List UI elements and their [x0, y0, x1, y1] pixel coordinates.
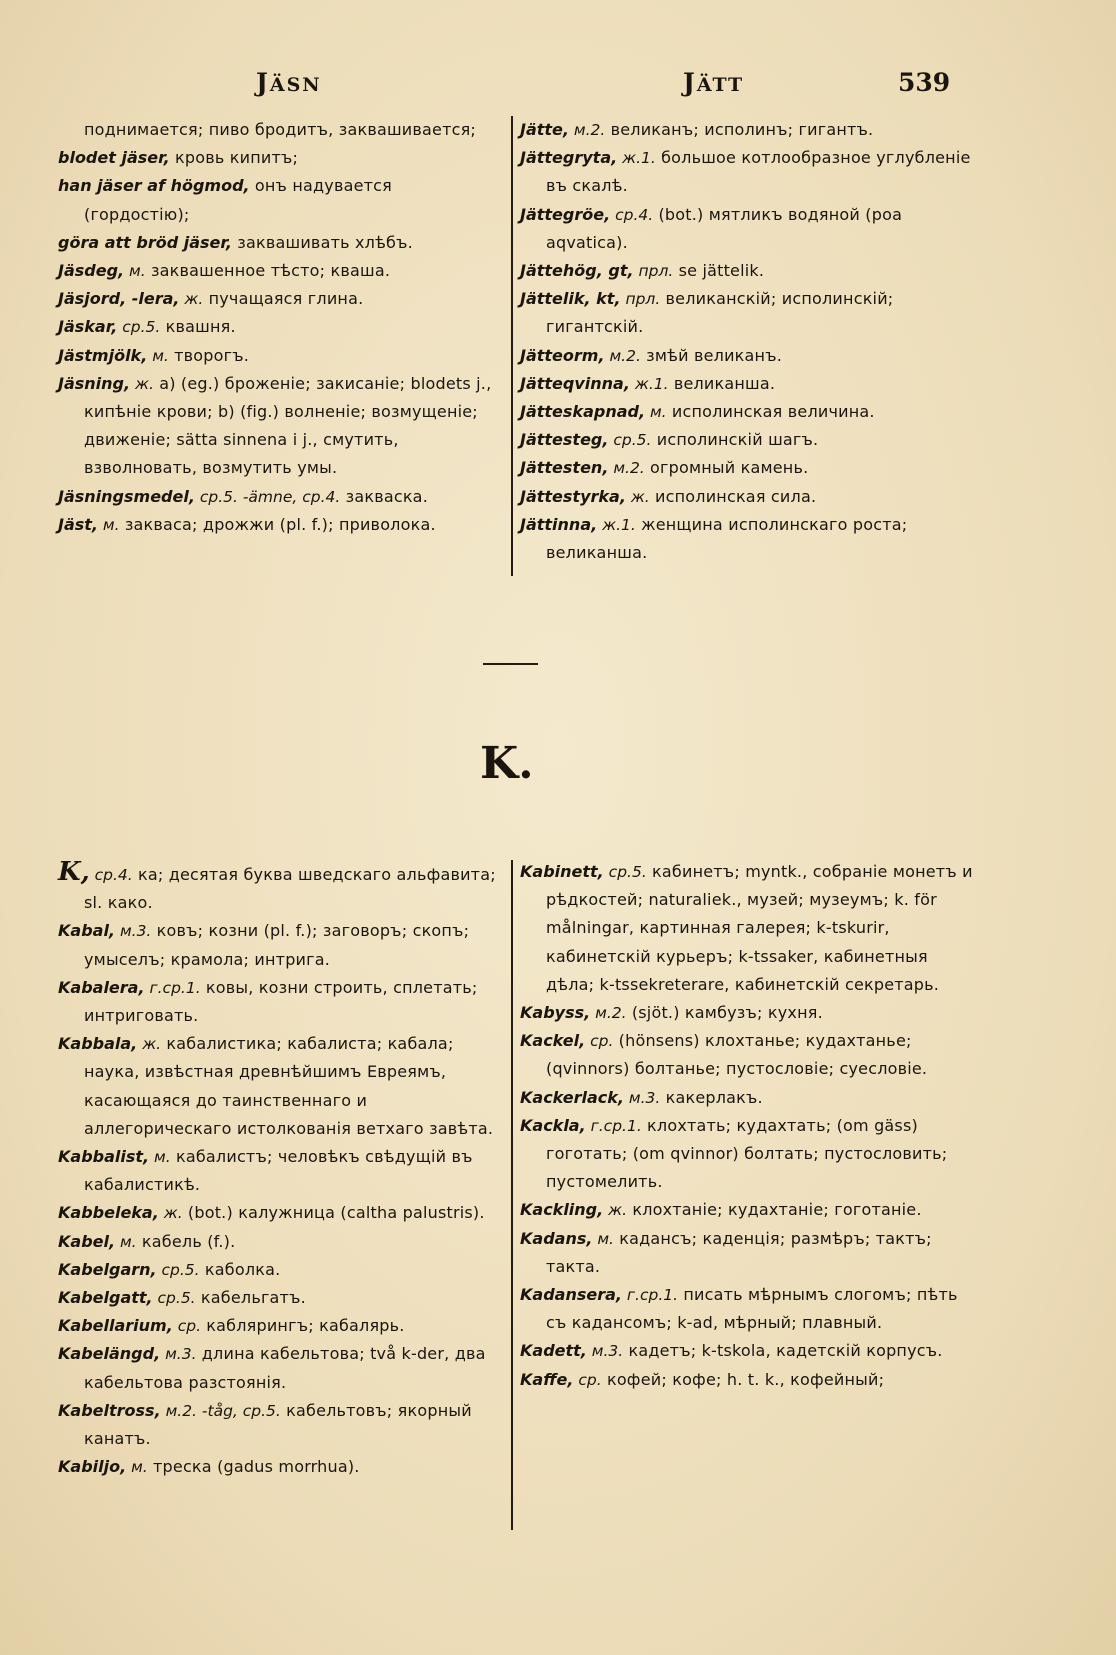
column-top-right: [520, 116, 975, 567]
entry-headword: Jätteorm,: [520, 345, 605, 365]
entry-definition: пучащаяся глина.: [203, 289, 364, 309]
entry-headword: Jättestyrka,: [520, 486, 626, 506]
dictionary-entry: [58, 511, 498, 539]
entry-grammar: ср.5.: [608, 431, 652, 450]
entry-definition: каблярингъ; кабалярь.: [201, 1316, 405, 1336]
dictionary-entry: [520, 483, 975, 511]
dictionary-entry: [58, 1143, 498, 1199]
entry-definition: квашня.: [160, 317, 236, 337]
entry-headword: Kabelgatt,: [58, 1288, 153, 1308]
entry-definition: se jättelik.: [673, 261, 765, 281]
entry-headword: Kadans,: [520, 1228, 593, 1248]
entry-headword: Kackla,: [520, 1115, 586, 1135]
dictionary-entry: [520, 116, 975, 144]
entry-definition: великанъ; исполинъ; гигантъ.: [605, 120, 874, 139]
entry-definition: кабель (f.).: [136, 1231, 236, 1251]
dictionary-entry: [520, 398, 975, 426]
entry-definition: кабельтовъ; якорный канатъ.: [84, 1400, 472, 1449]
entry-headword: Jätteskapnad,: [520, 402, 646, 422]
entry-definition: исполинскій шагъ.: [651, 430, 819, 450]
entry-definition: кабинетъ; myntk., собраніе монетъ и рѣдкостей; naturaliek., музей; музеумъ; k. för målningar, картинная галерея; k-tskurir, кабинетскій курьеръ; k-tssaker, кабинетныя дѣла; k-tssekreterare, кабинетскій секретарь.: [546, 862, 973, 994]
dictionary-entry: [520, 1112, 975, 1197]
dictionary-entry: [520, 285, 975, 341]
entry-definition: заквашенное тѣсто; кваша.: [145, 261, 391, 281]
page-number: 539: [898, 68, 951, 97]
dictionary-entry: [520, 201, 975, 257]
dictionary-entry: [58, 1199, 498, 1227]
entry-definition: (bot.) калужница (caltha palustris).: [182, 1203, 485, 1223]
entry-headword: K,: [58, 857, 90, 887]
entry-grammar: м.: [149, 1148, 171, 1167]
entry-definition: (hönsens) клохтанье; кудахтанье; (qvinnors) болтанье; пустословіе; суесловіе.: [546, 1031, 928, 1079]
entry-headword: Jättegröe,: [520, 204, 611, 224]
entry-grammar: м.: [115, 1232, 137, 1251]
column-top-left: [58, 116, 498, 539]
entry-definition: кадетъ; k-tskola, кадетскій корпусъ.: [623, 1341, 943, 1361]
entry-grammar: ср.5. -ämne, ср.4.: [194, 487, 341, 506]
entry-headword: Kabeltross,: [58, 1400, 161, 1420]
entry-headword: Jättesteg,: [520, 430, 609, 450]
entry-grammar: г.ср.1.: [144, 978, 201, 997]
dictionary-entry: [58, 144, 498, 172]
dictionary-entry: [520, 144, 975, 200]
dictionary-entry: [520, 257, 975, 285]
column-bottom-left: [58, 858, 498, 1481]
entry-grammar: ср.4.: [610, 205, 654, 224]
entry-grammar: ср.5.: [117, 318, 161, 337]
entry-headword: Jättehög, gt,: [520, 261, 634, 281]
dictionary-entry: [520, 370, 975, 398]
entry-grammar: м.2.: [608, 459, 645, 478]
entry-grammar: м.: [126, 1458, 148, 1477]
entry-definition: клохтать; кудахтать; (om gäss) гоготать; (om qvinnor) болтать; пустословить; пустомелить.: [546, 1115, 948, 1192]
entry-grammar: прл.: [633, 262, 674, 281]
dictionary-entry: [58, 1284, 498, 1312]
dictionary-entry: [58, 1256, 498, 1284]
entry-headword: Jäsning,: [58, 373, 131, 393]
entry-definition: ковъ; козни (pl. f.); заговоръ; скопъ; умыселъ; крамола; интрига.: [84, 921, 470, 969]
entry-headword: Kackling,: [520, 1200, 604, 1220]
dictionary-entry: [58, 1228, 498, 1256]
entry-headword: Kabellarium,: [58, 1316, 173, 1336]
entry-grammar: ж.: [625, 487, 650, 506]
entry-headword: han jäser af högmod,: [58, 176, 250, 196]
dictionary-entry: [520, 426, 975, 454]
entry-grammar: м.: [147, 346, 169, 365]
entry-definition: закваска.: [340, 486, 428, 506]
entry-headword: Kabinett,: [520, 862, 604, 881]
dictionary-entry: [520, 1281, 975, 1337]
dictionary-entry: [58, 285, 498, 313]
dictionary-entry: [58, 1312, 498, 1340]
entry-grammar: м.3.: [115, 922, 152, 941]
entry-definition: женщина исполинскаго роста; великанша.: [546, 514, 908, 563]
entry-definition: великанша.: [668, 373, 776, 393]
entry-headword: Kadett,: [520, 1341, 587, 1361]
entry-headword: Jättegryta,: [520, 148, 618, 168]
entry-grammar: ср.5.: [152, 1289, 196, 1308]
entry-headword: Kabiljo,: [58, 1457, 127, 1477]
entry-headword: Kadansera,: [520, 1285, 622, 1305]
entry-grammar: г.ср.1.: [585, 1116, 642, 1135]
dictionary-entry: [58, 1340, 498, 1396]
entry-grammar: ж.: [603, 1201, 628, 1220]
entry-definition: исполинская сила.: [649, 486, 817, 506]
dictionary-entry: [520, 1027, 975, 1083]
entry-grammar: м.2. -tåg, ср.5.: [160, 1401, 281, 1420]
entry-definition: кофей; кофе; h. t. k., кофейный;: [601, 1369, 885, 1389]
dictionary-entry: [58, 858, 498, 917]
entry-definition: кадансъ; каденція; размѣръ; тактъ; такта.: [546, 1228, 932, 1276]
entry-headword: Kabalera,: [58, 977, 145, 997]
column-divider-bottom: [511, 860, 513, 1530]
running-head-left: JÄSN: [256, 68, 322, 97]
entry-headword: göra att bröd jäser,: [58, 232, 232, 252]
entry-grammar: ср.5.: [603, 863, 647, 881]
entry-grammar: м.3.: [586, 1342, 624, 1361]
dictionary-entry: [58, 974, 498, 1030]
dictionary-entry: [58, 342, 498, 370]
entry-headword: Jätteqvinna,: [520, 373, 630, 393]
dictionary-entry: [520, 1084, 975, 1112]
entry-headword: Jäsningsmedel,: [58, 486, 195, 506]
entry-definition: каболка.: [199, 1259, 281, 1279]
entry-headword: Jätte,: [520, 120, 569, 139]
entry-definition: поднимается; пиво бродитъ, заквашивается;: [84, 120, 477, 139]
dictionary-entry: [58, 1030, 498, 1143]
dictionary-entry: [58, 1397, 498, 1453]
entry-headword: Jästmjölk,: [58, 345, 148, 365]
dictionary-entry: [520, 342, 975, 370]
entry-grammar: м.: [592, 1229, 614, 1248]
entry-grammar: г.ср.1.: [621, 1286, 679, 1305]
dictionary-entry: [58, 1453, 498, 1481]
dictionary-entry: [520, 1366, 975, 1394]
entry-grammar: прл.: [620, 290, 661, 309]
entry-definition: ковы, козни строить, сплетать; интриговать.: [84, 977, 478, 1026]
entry-grammar: ж.1.: [629, 374, 669, 393]
entry-grammar: ж.: [179, 290, 204, 309]
entry-definition: творогъ.: [168, 345, 250, 365]
dictionary-entry: [58, 257, 498, 285]
dictionary-entry: [58, 917, 498, 973]
entry-definition: огромный камень.: [644, 458, 809, 478]
entry-definition: a) (eg.) броженіе; закисаніе; blodets j., кипѣніе крови; b) (fig.) волненіе; возмущеніе; движеніе; sätta sinnena i j., смутить, взволновать, возмутить умы.: [84, 373, 492, 478]
dictionary-entry: [520, 858, 975, 999]
entry-headword: Kabelgarn,: [58, 1259, 157, 1279]
entry-headword: Jättinna,: [520, 514, 598, 534]
entry-definition: закваса; дрожжи (pl. f.); приволока.: [119, 514, 436, 534]
entry-grammar: ж.: [130, 374, 154, 393]
entry-definition: кабалистика; кабалиста; кабала; наука, извѣстная древнѣйшимъ Евреямъ, касающаяся до таинственнаго и аллегорическаго истолкованія ветхаго завѣта.: [84, 1034, 494, 1138]
entry-headword: Kabbeleka,: [58, 1203, 159, 1223]
dictionary-entry: [520, 999, 975, 1027]
dictionary-entry: [58, 116, 498, 144]
entry-headword: Kackel,: [520, 1031, 586, 1051]
entry-grammar: ж.1.: [617, 149, 656, 168]
entry-grammar: м.: [98, 515, 120, 534]
entry-definition: ка; десятая буква шведскаго альфавита; sl. како.: [84, 865, 496, 913]
entry-headword: Kabbalist,: [58, 1147, 150, 1167]
entry-definition: онъ надувается (гордостію);: [84, 176, 392, 224]
entry-grammar: м.3.: [623, 1088, 661, 1107]
entry-definition: великанскій; исполинскій; гигантскій.: [546, 289, 894, 337]
entry-headword: Kabyss,: [520, 1003, 591, 1023]
dictionary-entry: [520, 1196, 975, 1224]
entry-headword: Kabel,: [58, 1231, 116, 1251]
dictionary-entry: [520, 1337, 975, 1365]
entry-definition: длина кабельтова; två k-der, два кабельтова разстоянія.: [84, 1344, 486, 1392]
entry-definition: писать мѣрнымъ слогомъ; пѣть съ кадансомъ; k-ad, мѣрный; плавный.: [546, 1285, 958, 1333]
entry-grammar: ср.: [585, 1032, 614, 1051]
entry-grammar: м.2.: [568, 121, 606, 139]
entry-grammar: м.3.: [160, 1345, 197, 1364]
column-bottom-right: [520, 858, 975, 1394]
entry-headword: Jäsjord, -lera,: [58, 289, 180, 309]
section-letter: K.: [480, 738, 534, 789]
entry-grammar: ср.5.: [156, 1260, 200, 1279]
entry-grammar: ср.: [573, 1370, 602, 1389]
entry-definition: большое котлообразное углубленіе въ скалѣ.: [546, 148, 971, 196]
dictionary-entry: [58, 313, 498, 341]
entry-definition: кабалистъ; человѣкъ свѣдущій въ кабалистикѣ.: [84, 1147, 473, 1195]
entry-definition: треска (gadus morrhua).: [147, 1457, 360, 1477]
entry-grammar: м.2.: [604, 346, 641, 365]
entry-definition: какерлакъ.: [660, 1087, 763, 1107]
entry-definition: (sjöt.) камбузъ; кухня.: [626, 1003, 823, 1023]
dictionary-entry: [520, 511, 975, 567]
dictionary-entry: [520, 454, 975, 482]
entry-definition: исполинская величина.: [666, 402, 875, 422]
entry-headword: blodet jäser,: [58, 148, 170, 168]
entry-headword: Kabelängd,: [58, 1344, 161, 1364]
entry-grammar: м.: [645, 403, 667, 422]
entry-grammar: м.2.: [590, 1004, 627, 1023]
dictionary-entry: [58, 483, 498, 511]
dictionary-entry: [520, 1225, 975, 1281]
entry-headword: Jättesten,: [520, 458, 609, 478]
entry-headword: Jäst,: [58, 514, 98, 534]
dictionary-entry: [58, 172, 498, 228]
entry-grammar: ср.: [172, 1317, 201, 1336]
entry-definition: заквашивать хлѣбъ.: [232, 232, 413, 252]
entry-headword: Jäsdeg,: [58, 261, 125, 281]
entry-definition: клохтаніе; кудахтаніе; гоготаніе.: [627, 1200, 922, 1220]
running-head-right: JÄTT: [683, 68, 745, 97]
entry-headword: Kackerlack,: [520, 1087, 624, 1107]
section-separator: [483, 663, 538, 665]
entry-grammar: ж.: [158, 1204, 183, 1223]
entry-definition: змѣй великанъ.: [640, 345, 782, 365]
entry-definition: кровь кипитъ;: [169, 148, 299, 168]
entry-headword: Jäskar,: [58, 317, 118, 337]
entry-definition: (bot.) мятликъ водяной (poa aqvatica).: [546, 204, 903, 252]
entry-definition: кабельгатъ.: [195, 1288, 306, 1308]
entry-headword: Kabal,: [58, 921, 116, 941]
entry-headword: Jättelik, kt,: [520, 289, 621, 309]
entry-grammar: ср.4.: [89, 866, 133, 884]
entry-grammar: ж.1.: [597, 515, 636, 534]
entry-headword: Kaffe,: [520, 1369, 574, 1389]
entry-grammar: м.: [124, 262, 146, 281]
entry-headword: Kabbala,: [58, 1034, 138, 1054]
column-divider-top: [511, 116, 513, 576]
entry-grammar: ж.: [137, 1035, 162, 1054]
dictionary-entry: [58, 229, 498, 257]
dictionary-entry: [58, 370, 498, 483]
